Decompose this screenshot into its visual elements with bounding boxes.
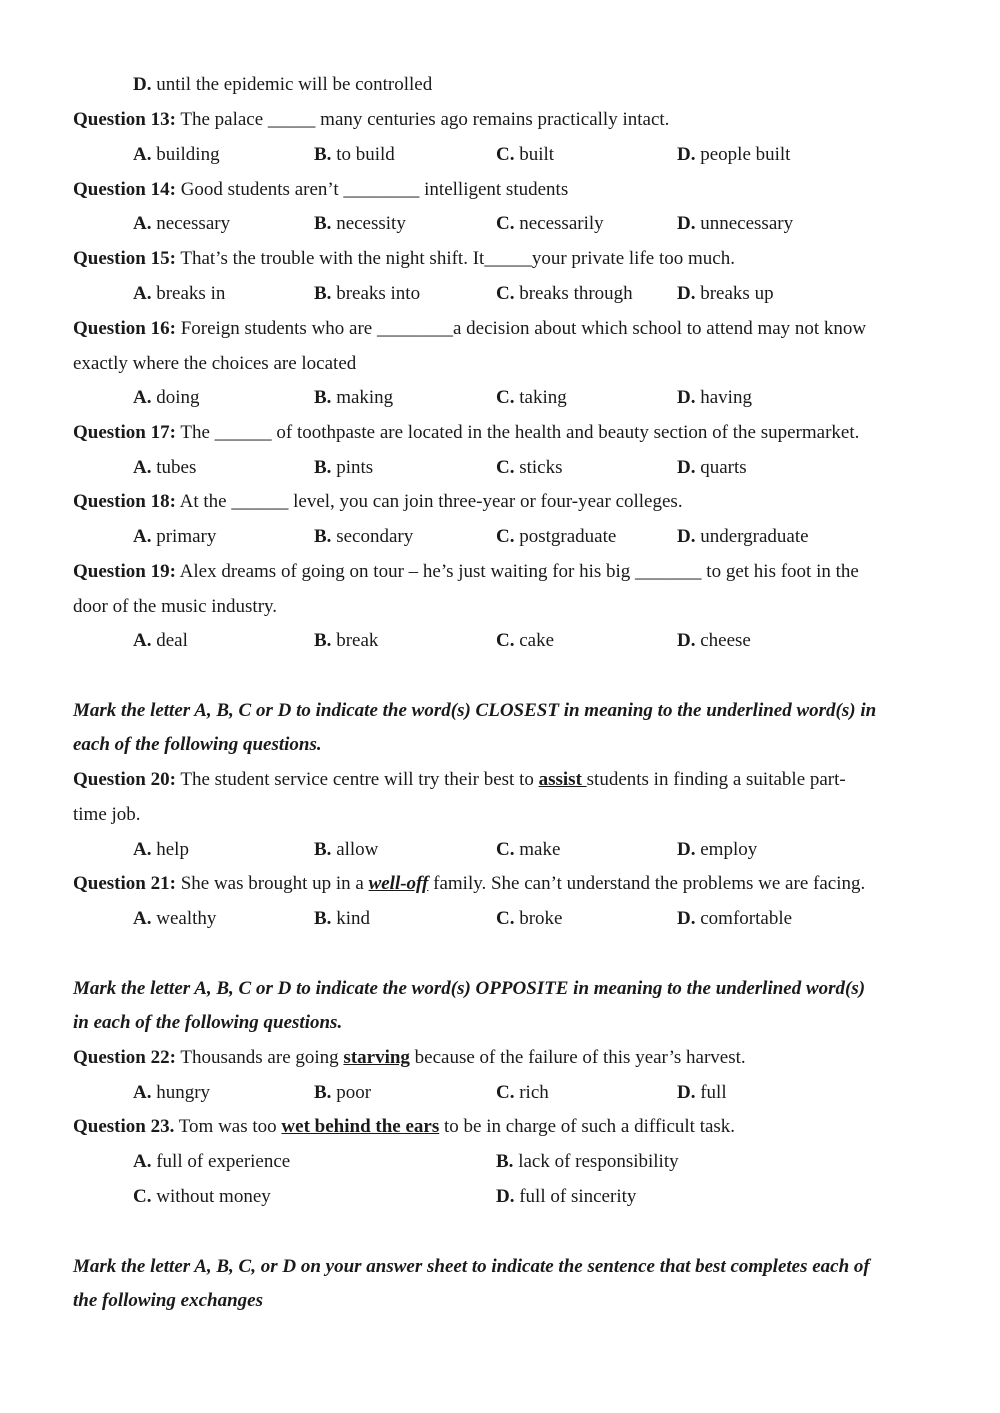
q14-option-a[interactable]: A. necessary [133, 213, 231, 234]
section-opposite-instruction-cont: in each of the following questions. [73, 1012, 343, 1033]
question-21: Question 21: She was brought up in a well-off family. She can’t understand the problems we are facing. [73, 873, 866, 894]
question-19-cont: door of the music industry. [73, 596, 278, 617]
q16-option-d[interactable]: D. having [677, 387, 752, 408]
q19-option-b[interactable]: B. break [314, 630, 379, 651]
q16-option-b[interactable]: B. making [314, 387, 394, 408]
q15-option-b[interactable]: B. breaks into [314, 283, 421, 304]
q22-option-a[interactable]: A. hungry [133, 1082, 211, 1103]
question-19: Question 19: Alex dreams of going on tour – he’s just waiting for his big _______ to get his foot in the [73, 561, 859, 582]
q19-option-d[interactable]: D. cheese [677, 630, 751, 651]
question-20: Question 20: The student service centre will try their best to assist students in finding a suitable part- [73, 769, 846, 790]
q15-option-d[interactable]: D. breaks up [677, 283, 774, 304]
question-17: Question 17: The ______ of toothpaste are located in the health and beauty section of the supermarket. [73, 422, 860, 443]
q13-option-a[interactable]: A. building [133, 144, 220, 165]
q20-option-d[interactable]: D. employ [677, 839, 758, 860]
q17-option-a[interactable]: A. tubes [133, 457, 197, 478]
q19-option-c[interactable]: C. cake [496, 630, 555, 651]
section-opposite-instruction: Mark the letter A, B, C or D to indicate the word(s) OPPOSITE in meaning to the underlined word(s) [73, 978, 866, 999]
question-14: Question 14: Good students aren’t ________ intelligent students [73, 179, 569, 200]
q22-option-b[interactable]: B. poor [314, 1082, 372, 1103]
q15-option-c[interactable]: C. breaks through [496, 283, 633, 304]
q16-option-a[interactable]: A. doing [133, 387, 200, 408]
question-18: Question 18: At the ______ level, you can join three-year or four-year colleges. [73, 491, 683, 512]
question-22: Question 22: Thousands are going starving because of the failure of this year’s harvest. [73, 1047, 746, 1068]
question-16: Question 16: Foreign students who are ________a decision about which school to attend may not know [73, 318, 867, 339]
section-exchange-instruction-cont: the following exchanges [73, 1290, 264, 1311]
q20-option-b[interactable]: B. allow [314, 839, 379, 860]
q18-option-d[interactable]: D. undergraduate [677, 526, 809, 547]
q21-option-d[interactable]: D. comfortable [677, 908, 793, 929]
q13-option-d[interactable]: D. people built [677, 144, 791, 165]
question-23: Question 23. Tom was too wet behind the ears to be in charge of such a difficult task. [73, 1116, 736, 1137]
q21-option-a[interactable]: A. wealthy [133, 908, 217, 929]
q23-option-a[interactable]: A. full of experience [133, 1151, 291, 1172]
q14-option-c[interactable]: C. necessarily [496, 213, 604, 234]
q12-option-d[interactable]: D. until the epidemic will be controlled [133, 74, 433, 95]
q22-option-d[interactable]: D. full [677, 1082, 727, 1103]
q20-option-c[interactable]: C. make [496, 839, 561, 860]
section-exchange-instruction: Mark the letter A, B, C, or D on your answer sheet to indicate the sentence that best completes each of [73, 1256, 870, 1277]
q22-keyword: starving [343, 1047, 410, 1068]
q21-option-b[interactable]: B. kind [314, 908, 370, 929]
q14-option-b[interactable]: B. necessity [314, 213, 406, 234]
q18-option-c[interactable]: C. postgraduate [496, 526, 617, 547]
q21-keyword: well-off [368, 873, 429, 894]
q23-option-b[interactable]: B. lack of responsibility [496, 1151, 679, 1172]
question-16-cont: exactly where the choices are located [73, 353, 357, 374]
q19-option-a[interactable]: A. deal [133, 630, 188, 651]
q21-option-c[interactable]: C. broke [496, 908, 563, 929]
q13-option-b[interactable]: B. to build [314, 144, 395, 165]
section-closest-instruction: Mark the letter A, B, C or D to indicate the word(s) CLOSEST in meaning to the underlined word(s) in [73, 700, 877, 721]
q17-option-d[interactable]: D. quarts [677, 457, 747, 478]
question-13: Question 13: The palace _____ many centuries ago remains practically intact. [73, 109, 670, 130]
q13-option-c[interactable]: C. built [496, 144, 555, 165]
q17-option-c[interactable]: C. sticks [496, 457, 563, 478]
q22-option-c[interactable]: C. rich [496, 1082, 549, 1103]
q18-option-b[interactable]: B. secondary [314, 526, 414, 547]
question-15: Question 15: That’s the trouble with the night shift. It_____your private life too much. [73, 248, 735, 269]
q20-keyword: assist [538, 769, 587, 790]
q18-option-a[interactable]: A. primary [133, 526, 217, 547]
q23-option-c[interactable]: C. without money [133, 1186, 271, 1207]
q14-option-d[interactable]: D. unnecessary [677, 213, 794, 234]
q20-option-a[interactable]: A. help [133, 839, 189, 860]
question-20-cont: time job. [73, 804, 141, 825]
q17-option-b[interactable]: B. pints [314, 457, 374, 478]
q23-option-d[interactable]: D. full of sincerity [496, 1186, 637, 1207]
q23-keyword: wet behind the ears [281, 1116, 440, 1137]
q15-option-a[interactable]: A. breaks in [133, 283, 226, 304]
section-closest-instruction-cont: each of the following questions. [73, 734, 322, 755]
q16-option-c[interactable]: C. taking [496, 387, 567, 408]
